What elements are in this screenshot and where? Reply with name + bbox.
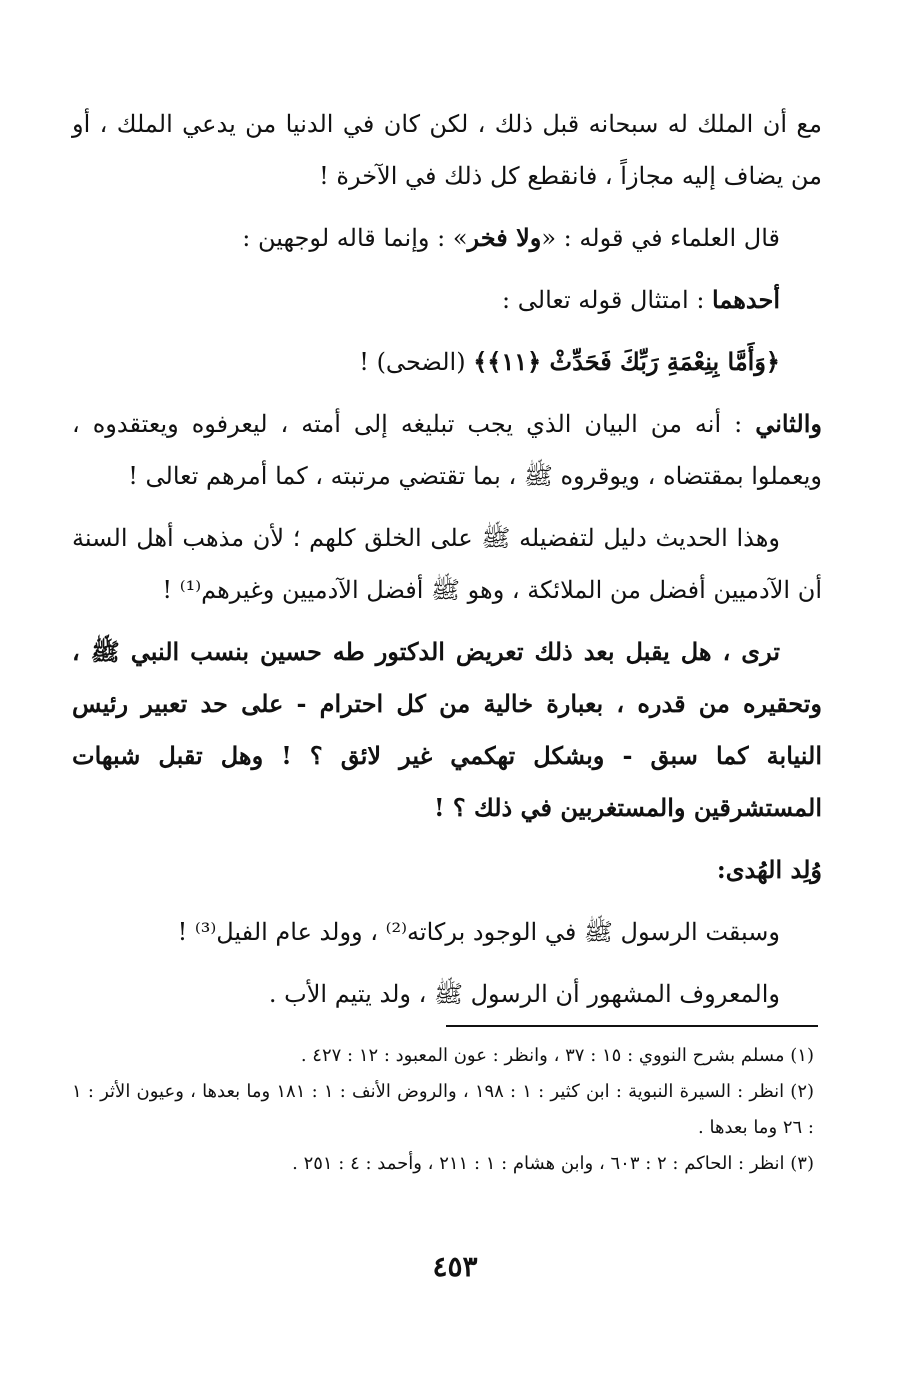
verse-source: (الضحى) ! — [359, 348, 474, 376]
paragraph-7: وسبقت الرسول ﷺ في الوجود بركاته⁽²⁾ ، وولد عام الفيل⁽³⁾ ! — [177, 918, 780, 946]
paragraph-6: ترى ، هل يقبل بعد ذلك تعريض الدكتور طه حسين بنسب النبي ﷺ ، وتحقيره من قدره ، بعبارة خالية من كل احترام - على حد تعبير رئيس النيابة كما سبق - وبشكل تهكمي غير لائق ؟ ! وهل تقبل شبهات المستشرقين والمستغربين في ذلك ؟ ! — [72, 637, 822, 822]
footnote-divider — [446, 1025, 818, 1027]
paragraph-2 — [72, 212, 822, 264]
paragraph-1: مع أن الملك له سبحانه قبل ذلك ، لكن كان في الدنيا من يدعي الملك ، أو من يضاف إليه مجازاً ، فانقطع كل ذلك في الآخرة ! — [72, 110, 822, 190]
second-reason-text: : أنه من البيان الذي يجب تبليغه إلى أمته ، ليعرفوه ويعتقدوه ، ويعملوا بمقتضاه ، ويوقروه ﷺ ، بما تقتضي مرتبته ، كما أمرهم تعالى ! — [72, 410, 822, 490]
quran-verse — [72, 336, 822, 388]
footnote-2: (٢) انظر : السيرة النبوية : ابن كثير : ١ : ١٩٨ ، والروض الأنف : ١ : ١٨١ وما بعدها ، وعيون الأثر : ١ : ٢٦ وما بعدها . — [72, 1081, 815, 1138]
verse-quote: ﴿وَأَمَّا بِنِعْمَةِ رَبِّكَ فَحَدِّثْ ﴿١١﴾﴾ — [473, 347, 780, 376]
page-number: ٤٥٣ — [432, 1250, 478, 1283]
paragraph-2-suffix: » : وإنما قاله لوجهين : — [242, 224, 468, 252]
first-reason-text: : امتثال قوله تعالى : — [502, 286, 713, 314]
footnote-3: (٣) انظر : الحاكم : ٢ : ٦٠٣ ، وابن هشام : ١ : ٢١١ ، وأحمد : ٤ : ٢٥١ . — [292, 1153, 814, 1174]
paragraph-2-bold: ولا فخر — [467, 223, 542, 252]
paragraph-4 — [72, 398, 822, 502]
footnote-1: (١) مسلم بشرح النووي : ١٥ : ٣٧ ، وانظر : عون المعبود : ١٢ : ٤٢٧ . — [300, 1045, 814, 1066]
paragraph-3 — [72, 274, 822, 326]
section-heading: وُلِد الهُدى: — [716, 855, 822, 884]
paragraph-8: والمعروف المشهور أن الرسول ﷺ ، ولد يتيم الأب . — [268, 980, 780, 1008]
first-reason-label: أحدهما — [712, 285, 780, 314]
footnotes — [72, 1038, 814, 1182]
second-reason-label: والثاني — [755, 409, 822, 438]
paragraph-5: وهذا الحديث دليل لتفضيله ﷺ على الخلق كلهم ؛ لأن مذهب أهل السنة أن الآدميين أفضل من الملائكة ، وهو ﷺ أفضل الآدميين وغيرهم⁽¹⁾ ! — [72, 524, 822, 604]
main-text — [72, 98, 822, 1030]
paragraph-2-prefix: قال العلماء في قوله : « — [541, 224, 780, 252]
